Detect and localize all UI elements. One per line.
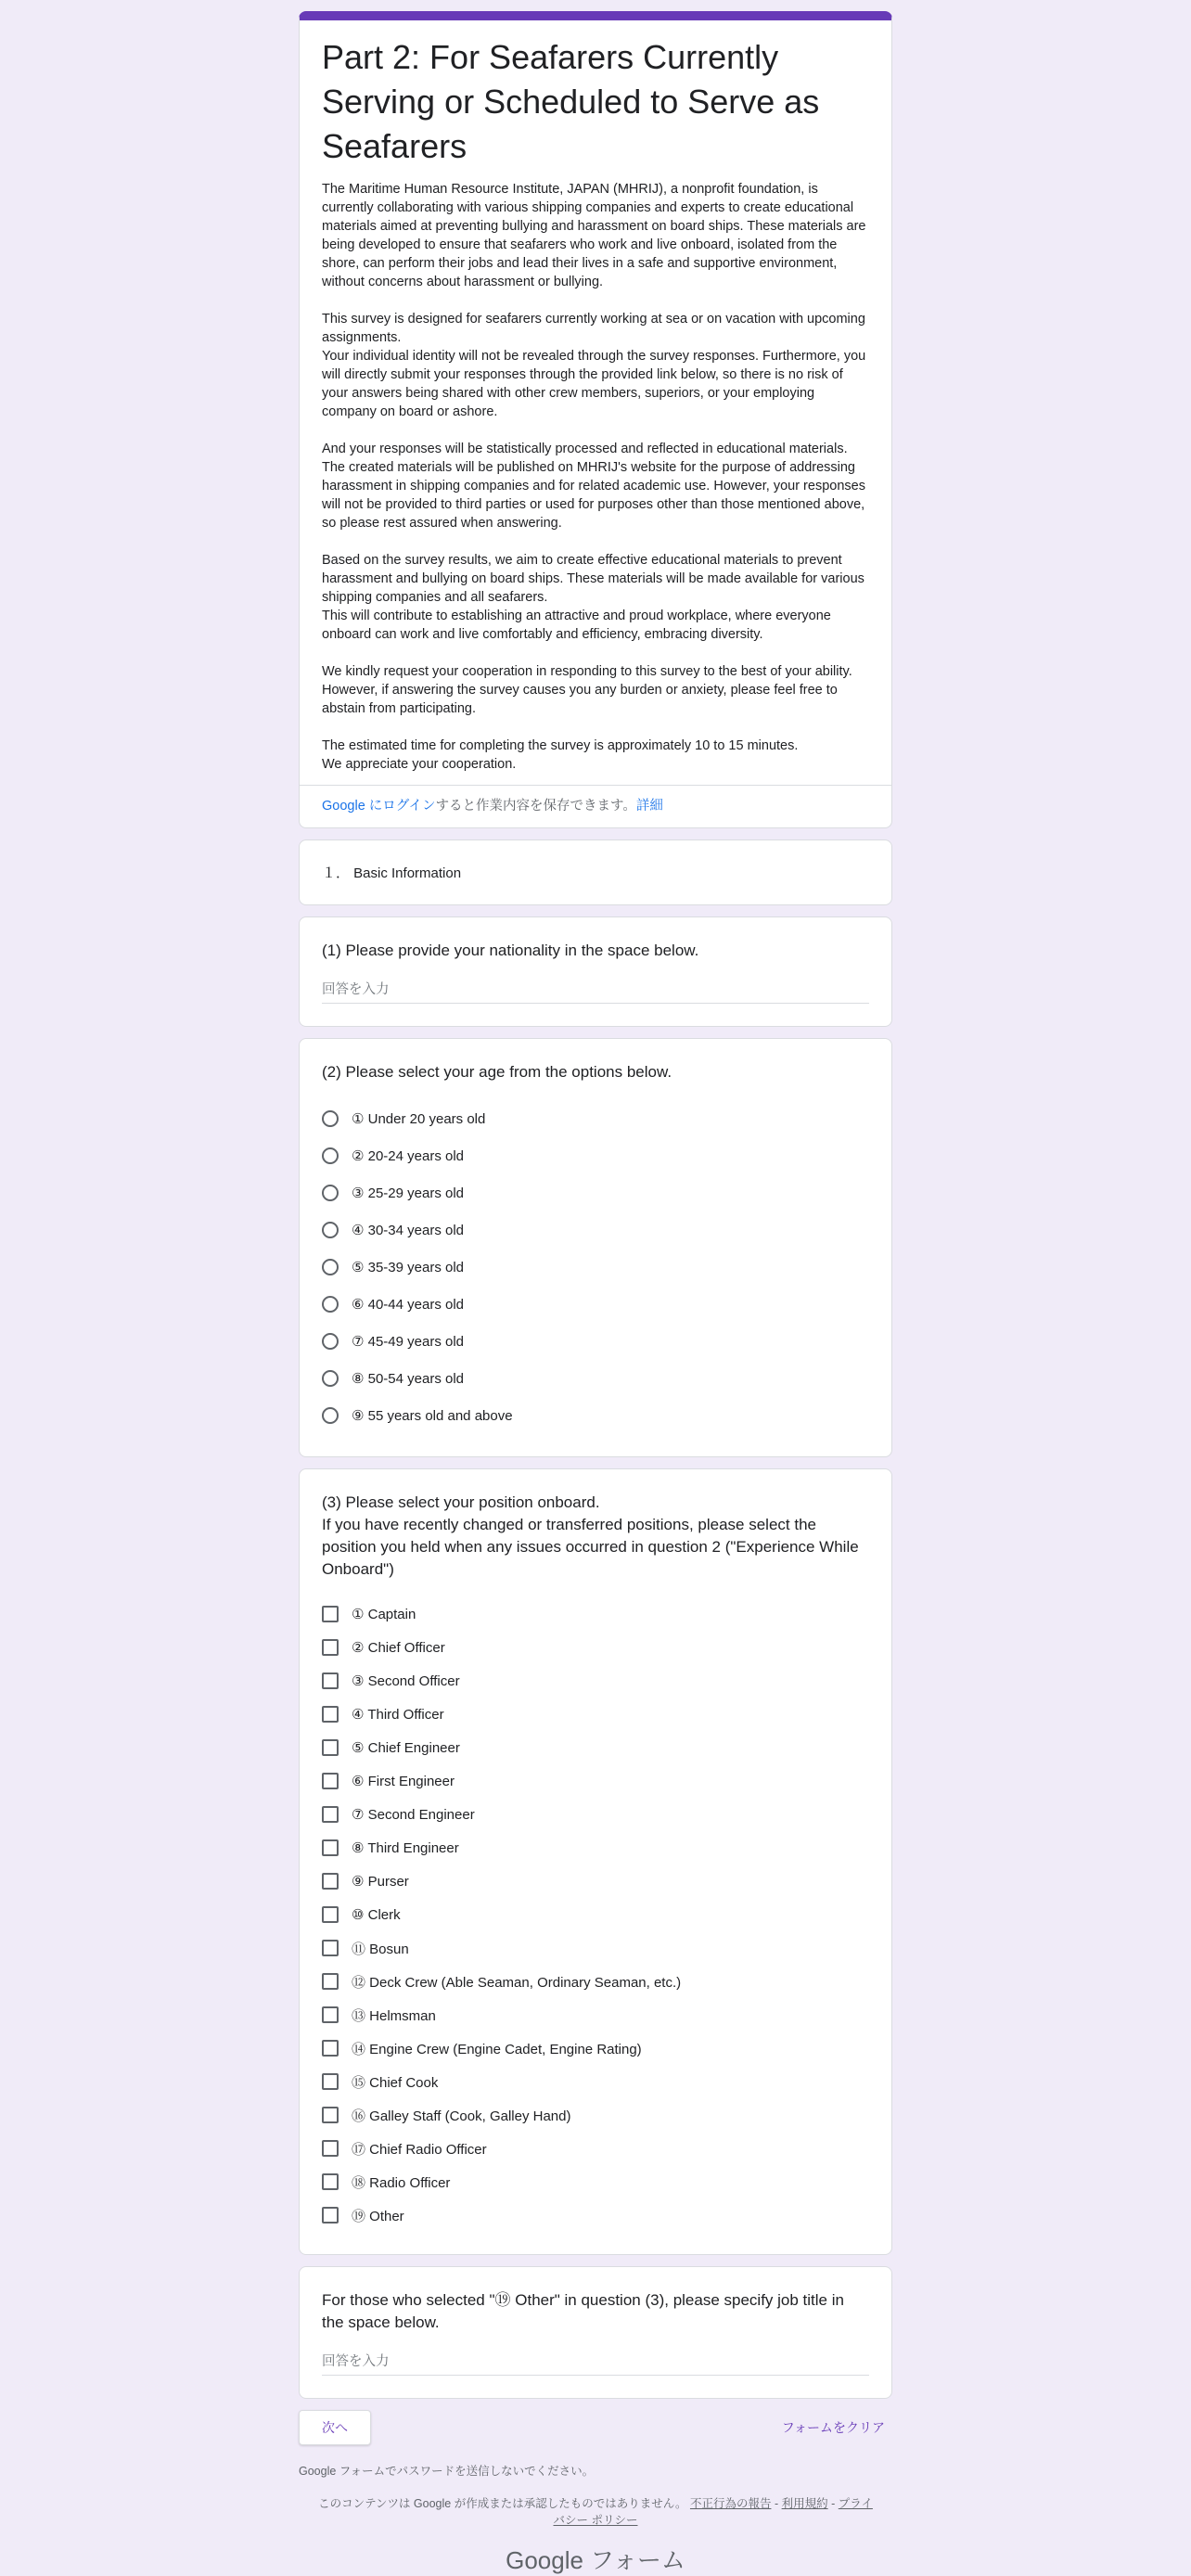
option-label: ④ Third Officer [352, 1707, 444, 1723]
question-other-job-title [299, 2266, 892, 2399]
form-title: Part 2: For Seafarers Currently Serving or Scheduled to Serve as Seafarers [322, 38, 820, 165]
question-title: (2) Please select your age from the options below. [322, 1063, 672, 1081]
option-label: ① Under 20 years old [352, 1111, 486, 1127]
position-options-group [322, 1597, 869, 2232]
age-option[interactable] [322, 1286, 869, 1323]
form-actions [299, 2410, 892, 2445]
age-option[interactable] [322, 1397, 869, 1434]
details-link[interactable]: 詳細 [635, 799, 663, 814]
radio-circle-icon[interactable] [322, 1407, 339, 1424]
position-option[interactable] [322, 1931, 869, 1965]
google-forms-logo[interactable]: Google フォーム [506, 2546, 685, 2574]
option-label: ② 20-24 years old [352, 1148, 465, 1164]
option-label: ⑮ Chief Cook [352, 2074, 439, 2091]
checkbox-square-icon[interactable] [322, 2207, 339, 2224]
checkbox-square-icon[interactable] [322, 2006, 339, 2023]
checkbox-square-icon[interactable] [322, 2107, 339, 2123]
section-title: １． Basic Information [322, 865, 462, 881]
radio-circle-icon[interactable] [322, 1185, 339, 1201]
option-label: ⑨ 55 years old and above [352, 1408, 513, 1424]
option-label: ③ 25-29 years old [352, 1185, 465, 1201]
position-option[interactable] [322, 1664, 869, 1698]
checkbox-square-icon[interactable] [322, 1606, 339, 1622]
age-option[interactable] [322, 1174, 869, 1211]
separator: - [774, 2497, 779, 2510]
option-label: ⑱ Radio Officer [352, 2174, 451, 2191]
position-option[interactable] [322, 2065, 869, 2098]
checkbox-square-icon[interactable] [322, 2040, 339, 2057]
form-container [299, 0, 892, 2576]
option-label: ⑩ Clerk [352, 1907, 401, 1923]
option-label: ⑦ Second Engineer [352, 1807, 475, 1823]
option-label: ⑪ Bosun [352, 1941, 409, 1957]
option-label: ⑥ 40-44 years old [352, 1297, 465, 1313]
question-nationality [299, 916, 892, 1027]
option-label: ⑯ Galley Staff (Cook, Galley Hand) [352, 2108, 571, 2124]
radio-circle-icon[interactable] [322, 1110, 339, 1127]
form-description [322, 180, 869, 774]
question-position [299, 1468, 892, 2255]
option-label: ④ 30-34 years old [352, 1223, 465, 1238]
form-header-card [299, 11, 892, 828]
footer-disclaimer [299, 2495, 892, 2529]
question-title: (1) Please provide your nationality in the space below. [322, 942, 699, 959]
radio-circle-icon[interactable] [322, 1296, 339, 1313]
position-option[interactable] [322, 1998, 869, 2031]
option-label: ⑲ Other [352, 2208, 404, 2224]
position-option[interactable] [322, 1831, 869, 1865]
position-option[interactable] [322, 2165, 869, 2198]
checkbox-square-icon[interactable] [322, 1806, 339, 1823]
checkbox-square-icon[interactable] [322, 2173, 339, 2190]
radio-circle-icon[interactable] [322, 1259, 339, 1275]
checkbox-square-icon[interactable] [322, 1739, 339, 1756]
checkbox-square-icon[interactable] [322, 1940, 339, 1956]
disclaimer-text: このコンテンツは Google が作成または承認したものではありません。 [318, 2497, 687, 2510]
position-option[interactable] [322, 2198, 869, 2232]
privacy-link[interactable]: プライバシー ポリシー [553, 2497, 873, 2527]
position-option[interactable] [322, 1898, 869, 1931]
question-title: For those who selected "⑲ Other" in question (3), please specify job title in the space below. [322, 2291, 844, 2331]
nationality-input[interactable] [322, 979, 869, 1004]
position-option[interactable] [322, 2031, 869, 2065]
checkbox-square-icon[interactable] [322, 2073, 339, 2090]
position-option[interactable] [322, 2098, 869, 2132]
radio-circle-icon[interactable] [322, 1222, 339, 1238]
option-label: ① Captain [352, 1607, 416, 1622]
age-option[interactable] [322, 1323, 869, 1360]
password-warning: Google フォームでパスワードを送信しないでください。 [299, 2465, 595, 2478]
description-paragraph: And your responses will be statistically processed and reflected in educational materials. The created materials will be published on MHRIJ's website for the purpose of addressing harassment in shipping companies and for related academic use. However, your responses will not be provided to third parties or used for purposes other than those mentioned above, so please rest assured when answering. [322, 442, 865, 531]
position-option[interactable] [322, 1865, 869, 1898]
age-option[interactable] [322, 1211, 869, 1249]
option-label: ③ Second Officer [352, 1673, 460, 1689]
position-option[interactable] [322, 1965, 869, 1998]
position-option[interactable] [322, 1731, 869, 1764]
position-option[interactable] [322, 1764, 869, 1798]
login-prompt-text: すると作業内容を保存できます。 [435, 799, 636, 814]
terms-link[interactable]: 利用規約 [781, 2497, 828, 2510]
option-label: ⑤ Chief Engineer [352, 1740, 460, 1756]
age-option[interactable] [322, 1249, 869, 1286]
checkbox-square-icon[interactable] [322, 1873, 339, 1890]
radio-circle-icon[interactable] [322, 1370, 339, 1387]
other-job-title-input[interactable] [322, 2351, 869, 2376]
question-age [299, 1038, 892, 1457]
checkbox-square-icon[interactable] [322, 1773, 339, 1789]
google-login-link[interactable]: Google にログイン [322, 799, 436, 814]
option-label: ② Chief Officer [352, 1640, 445, 1656]
description-paragraph: The Maritime Human Resource Institute, JAPAN (MHRIJ), a nonprofit foundation, is currently collaborating with various shipping companies and experts to create educational materials aimed at preventing bullying and harassment on board ships. These materials are being developed to ensure that seafarers who work and live onboard, isolated from the shore, can perform their jobs and lead their lives in a safe and supportive environment, without concerns about harassment or bullying. [322, 182, 866, 289]
position-option[interactable] [322, 2132, 869, 2165]
login-prompt [300, 785, 891, 827]
option-label: ⑨ Purser [352, 1874, 409, 1890]
option-label: ⑧ Third Engineer [352, 1840, 459, 1856]
position-option[interactable] [322, 1597, 869, 1631]
option-label: ⑫ Deck Crew (Able Seaman, Ordinary Seaman, etc.) [352, 1974, 682, 1991]
option-label: ⑬ Helmsman [352, 2007, 436, 2024]
option-label: ⑧ 50-54 years old [352, 1371, 465, 1387]
radio-circle-icon[interactable] [322, 1147, 339, 1164]
age-options-group [322, 1100, 869, 1434]
description-paragraph: We kindly request your cooperation in responding to this survey to the best of your ability. However, if answering the survey causes you any burden or anxiety, please feel free to abstain from participating. [322, 664, 852, 716]
checkbox-square-icon[interactable] [322, 1839, 339, 1856]
separator: - [831, 2497, 836, 2510]
description-paragraph: The estimated time for completing the survey is approximately 10 to 15 minutes. We appreciate your cooperation. [322, 738, 799, 772]
option-label: ⑭ Engine Crew (Engine Cadet, Engine Rating) [352, 2041, 642, 2057]
checkbox-square-icon[interactable] [322, 1706, 339, 1723]
clear-form-button[interactable]: フォームをクリア [781, 2420, 885, 2435]
description-paragraph: This survey is designed for seafarers currently working at sea or on vacation with upcoming assignments. Your individual identity will not be revealed through the survey responses. Furthermore, you will directly submit your responses through the provided link below, so there is no risk of your answers being shared with other crew members, superiors, or your employing company on board or ashore. [322, 312, 866, 419]
option-label: ⑦ 45-49 years old [352, 1334, 465, 1350]
checkbox-square-icon[interactable] [322, 1906, 339, 1923]
checkbox-square-icon[interactable] [322, 1639, 339, 1656]
question-title: (3) Please select your position onboard. If you have recently changed or transferred positions, please select the position you held when any issues occurred in question 2 ("Experience While Onboard") [322, 1493, 859, 1578]
option-label: ⑥ First Engineer [352, 1774, 455, 1789]
position-option[interactable] [322, 1698, 869, 1731]
option-label: ⑤ 35-39 years old [352, 1260, 465, 1275]
checkbox-square-icon[interactable] [322, 2140, 339, 2157]
section-header-card [299, 839, 892, 905]
description-paragraph: Based on the survey results, we aim to create effective educational materials to prevent harassment and bullying on board ships. These materials will be made available for various shipping companies and all seafarers. This will contribute to establishing an attractive and proud workplace, where everyone onboard can work and live comfortably and efficiency, embracing diversity. [322, 553, 864, 642]
age-option[interactable] [322, 1137, 869, 1174]
age-option[interactable] [322, 1360, 869, 1397]
position-option[interactable] [322, 1631, 869, 1664]
radio-circle-icon[interactable] [322, 1333, 339, 1350]
next-button[interactable]: 次へ [299, 2410, 371, 2445]
option-label: ⑰ Chief Radio Officer [352, 2141, 487, 2158]
checkbox-square-icon[interactable] [322, 1672, 339, 1689]
age-option[interactable] [322, 1100, 869, 1137]
position-option[interactable] [322, 1798, 869, 1831]
report-abuse-link[interactable]: 不正行為の報告 [689, 2497, 772, 2510]
checkbox-square-icon[interactable] [322, 1973, 339, 1990]
